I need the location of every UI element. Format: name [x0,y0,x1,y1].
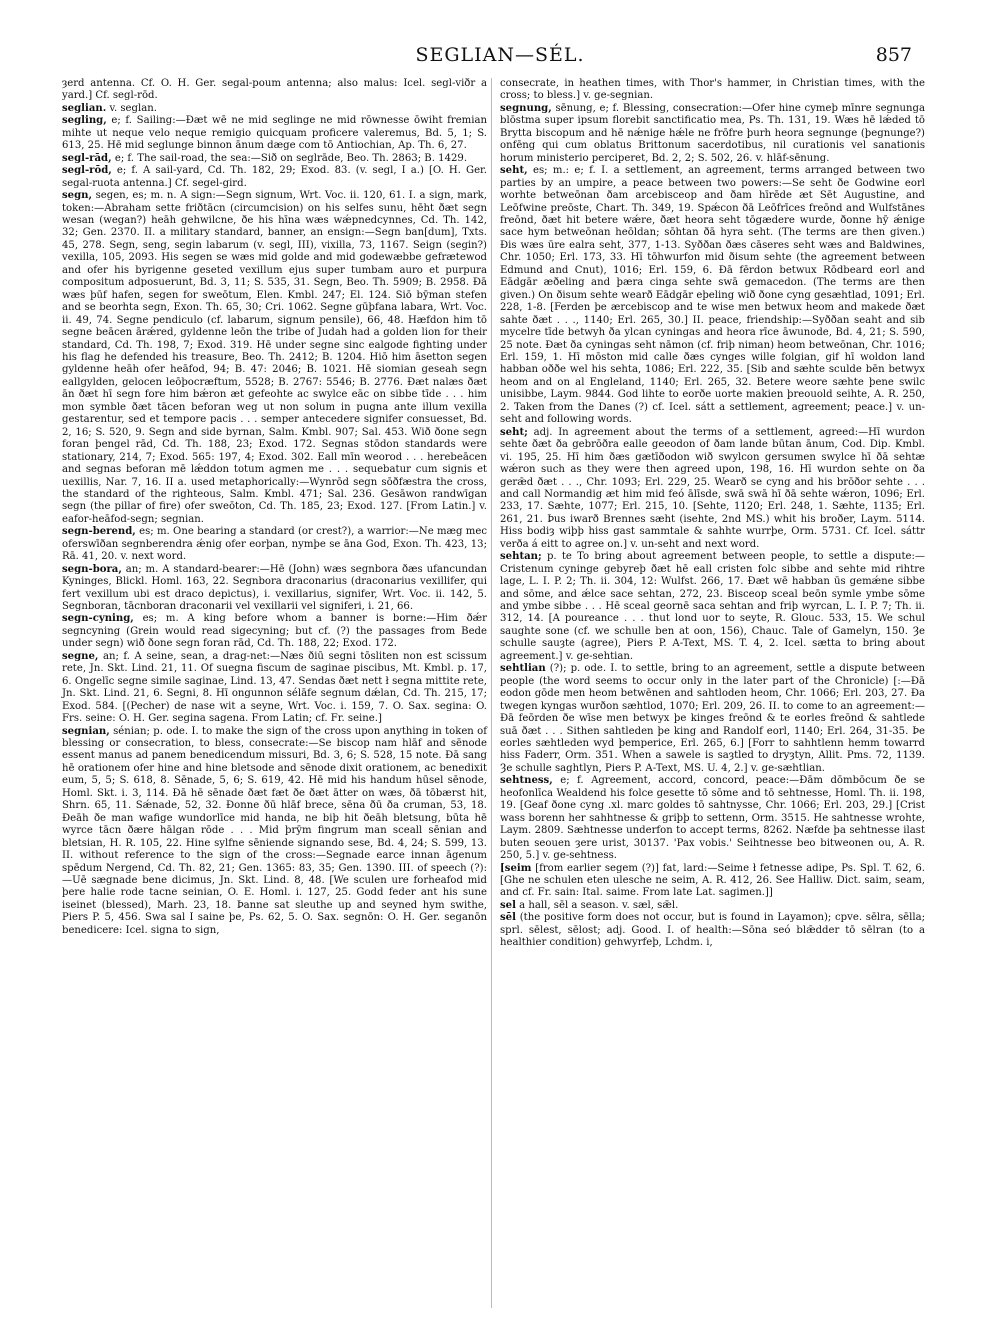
column-divider [491,78,492,1308]
entry-text: es; m. One bearing a standard (or crest?), a warrior:—Ne mæg mec oferswīðan segnberendra ǽnig ofer eorþan, nymþe se āna God, Exon. Th. 423, 13; Rā. 41, 20. v. next word. [62,526,487,563]
entry-text: e; f. A sail-yard, Cd. Th. 182, 29; Exod. 83. (v. segl, I a.) [O. H. Ger. segal-ruota antenna.] Cf. segel-gird. [62,165,487,189]
headword: sēl [500,912,516,924]
entry-text: a hall, sēl a season. v. sæl, sǣl. [519,899,679,911]
dictionary-entry [62,165,487,190]
headword: [seim [500,862,532,874]
dictionary-entry [62,190,487,526]
headword: segnung, [500,102,552,114]
dictionary-entry [500,165,925,427]
dictionary-entry [500,663,925,775]
entry-text: e; f. Sailing:—Ðæt wē ne mid seglinge ne mid rōwnesse ōwiht fremian mihte ut neque velo neque remigio quicquam proficere valeremus, Bd. 5, 1; S. 613, 25. Hē mid seglunge binnon ānum dæge com tō Antiochian, Ap. Th. 6, 27. [62,115,488,152]
entry-text: es; m. A king before whom a banner is borne:—Him ðǽr segncyning (Grein would read sigecyning; but cf. (?) the passages from Bede under segn) wið ðone segn foran rād, Cd. Th. 188, 22; Exod. 172. [62,613,487,650]
entry-text: (the positive form does not occur, but is found in Layamon); cpve. sēlra, sēlla; sprl. sēlest, sēlost; adj. Good. I. of health:—Sōna seó blǣdder tō sēlran (to a healthier condition) gehwyrfeþ, Lchdm. i, [500,912,925,949]
entry-text: e; f. The sail-road, the sea:—Sið on seglrāde, Beo. Th. 2863; B. 1429. [114,152,468,164]
dictionary-entry [500,775,925,862]
entry-text: [from earlier segem (?)] fat, lard:—Seime ł fetnesse adipe, Ps. Spl. T. 62, 6. [Ghe ne schulen eten ulesche ne seim, A. R. 412, 26. See Halliw. Dict. saim, seam, and cf. Fr. sain: Ital. saime. From late Lat. sagimen.]] [500,862,925,899]
headword: sehtness, [500,775,553,787]
dictionary-entry [62,78,487,103]
dictionary-entry [500,427,925,552]
entry-text: an; m. A standard-bearer:—Hē (John) wæs segnbora ðæs ufancundan Kyninges, Blickl. Homl. 163, 22. Segnbora draconarius (draconarius vexillifer, qui fert vexillum ubi est draco depictus), i. vexillarius, signifer, Wrt. Voc. ii. 142, 5. Segnboran, tācnboran draconarii vel vexillarii vel signiferi, i. 21, 66. [62,563,487,613]
entry-text: sénian; p. ode. I. to make the sign of the cross upon anything in token of blessing or consecration, to bless, consecrate:—Se biscop nam hlāf and sēnode essent manus ad panem benedicendum missuri, Bd. 3, 6; S. 528, 15 note. Ðā sang hē orationem ofer hine and hine bletsode and sēnode dixit orationem, ac benedixit eum, 5, 5; S. 618, 8. Sēnade, 5, 6; S. 619, 42. Hē mid his handum hūsel sēnode, Homl. Skt. i. 3, 114. Ðā hē sēnade ðæt fæt ðe ðæt ātter on wæs, ðā tōbærst hit, Shrn. 65, 11. Sǽnade, 52, 32. Ðonne ðū hlāf brece, sēna ðū ða cruman, 53, 18. Ðeāh ðe man wafige wundorlīce mid handa, ne biþ hit ðeāh bletsung, būta hē wyrce tācn ðære hālgan rōde . . . Mid þrȳm fingrum man sceall sēnian and bletsian, H. R. 105, 22. Hine sylfne sēniende signando sese, Bd. 4, 24; S. 599, 13. II. without reference to the sign of the cross:—Segnade earce innan āgenum spēdum Nergend, Cd. Th. 82, 21; Gen. 1365: 83, 35; Gen. 1390. III. of speech (?):—Uē sægnade bene dicimus, Jn. Skt. Lind. 8, 48. [We sculen ure forheafod mid þere halie rode tacne seinian, O. E. Homl. i. 127, 25. Godd feder ant his sune iseinet (blessed), Marh. 23, 18. Þanne sat sleuthe up and seyned hym swithe, Piers P. 5, 456. Swa sal I saine þe, Ps. 62, 5. O. Sax. segnōn: O. H. Ger. seganōn benedicere: Icel. signa to sign, [62,725,487,936]
dictionary-entry [500,103,925,165]
dictionary-entry [500,912,925,949]
dictionary-entry [62,564,487,614]
page-number: 857 [875,44,912,66]
entry-text: es; m.: e; f. I. a settlement, an agreement, terms arranged between two parties by an umpire, a peace between two powers:—Se seht ðe Godwine eorl worhte betweōnan ðam arcebisceop and ðam hīrēde æt Sēt Augustine, and Leōfwine preōste, Chart. Th. 349, 19. Spǽcon ðā Leōfrīces freōnd and Wulfstānes freōnd, ðæt hit betere wǽre, ðæt heora seht tōgædere wurde, ðonne hȳ ǽnige sace hym betweōnan heōldan; sōhtan ðā hyra seht. (The terms are then given.) Ðis wæs ūre ealra seht, 377, 1-13. Syððan ðæs cāseres seht wæs and Baldwines, Chr. 1050; Erl. 173, 33. Hī tōhwurfon mid ðisum sehte (the agreement between Edmund and Cnut), 1016; Erl. 159, 6. Ðā fērdon betwux Rōdbeard eorl and Eādgār æðeling and þæra cinga sehte swā gemacedon. (The terms are then given.) On ðisum sehte wearð Eādgār eþeling wið ðone cyng gesæhtlad, 1091; Erl. 228, 1-8. [Ferden þe ærcebiscop and te wise men betwux heom and makede ðæt sahte ðæt . . ., 1140; Erl. 265, 30.] II. peace, friendship:—Syððan seaht and sib mycelre tīde betwyh ða ylcan cyningas and heora rīce āwunode, Bd. 4, 21; S. 590, 25 note. Ðæt ða cyningas seht nāmon (cf. friþ niman) heom betweōnan, Chr. 1016; Erl. 159, 1. Hī mōston mid calle ðæs cynges wille folgian, gif hī woldon land habban oððe wel his sehta, 1086; Erl. 222, 35. [Sib and sæhte sculde bēn betwyx heom and on al Engleland, 1140; Erl. 265, 32. Betere weore sæhte þene swilc unisibbe, Laym. 9844. God lihte to eorðe uorte makien þreouold seihte, A. R. 250, 2. Taken from the Danes (?) cf. Icel. sátt a settlement, agreement; peace.] v. un-seht and following words. [500,165,925,426]
headword: sehtlian [500,663,546,675]
entry-text: segen, es; m. n. A sign:—Segn signum, Wrt. Voc. ii. 120, 61. I. a sign, mark, token:—Abraham sette friðtācn (circumcision) on his selfes sunu, hēht ðæt segn wesan (wegan?) heāh gehwilcne, ðe his hīna wæs wǽpnedcynnes, Cd. Th. 142, 32; Gen. 2370. II. a military standard, banner, an ensign:—Segn ban[dum], Txts. 45, 278. Segn, seng, segin labarum (v. segl, III), vixilla, 73, 1167. Seign (segin?) vexilla, 105, 2093. His segen se wæs mid golde and mid godewæbbe gefrætewod and ofer his byrigenne geseted vexillum ejus super tumbam auro et purpura compositum adposuerunt, Bd. 3, 11; S. 535, 31. Segn, Beo. Th. 5909; B. 2958. Ðā wæs þūf hafen, segen for sweōtum, Elen. Kmbl. 247; El. 124. Siō bȳman stefen and se beorhta segn, Exon. Th. 65, 30; Cri. 1062. Segne gūþfana labara, Wrt. Voc. ii. 49, 74. Segne pendiculo (cf. labarum, signum pensile), 66, 48. Hæfdon him tō segne beācen ārǽred, gyldenne leōn the tribe of Judah had a golden lion for their standard, Cd. Th. 198, 7; Exod. 319. Hē under segne sinc ealgode fighting under his flag he defended his treasure, Beo. Th. 2412; B. 1204. Hiō him āsetton segen gyldenne heāh ofer heāfod, 94; B. 47: 2046; B. 1021. Hē siomian geseah segn eallgylden, gelocen leōþocræftum, 5528; B. 2767: 5546; B. 2776. Ðæt nalæs ðæt ān ðæt hī segn fore him bǽron æt gefeohte ac swylce eāc on sibbe tīde . . . him mon symble ðæt tācen beforan weg ut non solum in pugna ante illum vexilla gestarentur, sed et tempore pacis . . . semper antecedere signifer consuesset, Bd. 2, 16; S. 520, 9. Segn and side byrnan, Salm. Kmbl. 907; Sal. 453. Wið ðone segn foran þengel rād, Cd. Th. 188, 23; Exod. 172. Segnas stōdon standards were stationary, 214, 7; Exod. 565: 197, 4; Exod. 302. Eall mīn weorod . . . herebeācen and segnas beforan mē lǽddon totum agmen me . . . sequebatur cum signis et uexillis, Nar. 7, 16. II a. used metaphorically:—Wynrōd segn sōðfæstra the cross, the standard of the righteous, Salm. Kmbl. 471; Sal. 236. Gesāwon randwīgan segn (the pillar of fire) ofer sweōton, Cd. Th. 185, 23; Exod. 127. [From Latin.] v. eafor-heāfod-segn; segnian. [62,190,487,525]
dictionary-entry [62,651,487,726]
headword: segne, [62,650,99,662]
headword: segnian, [62,725,110,737]
headword: seht; [500,426,528,438]
headword: seglian. [62,102,107,114]
dictionary-entry [62,613,487,650]
headword: segl-rād, [62,152,112,164]
headword: segl-rōd, [62,165,112,177]
entry-text: sēnung, e; f. Blessing, consecration:—Ofer hine cymeþ mīnre segnunga blōstma super ipsum florebit sanctificatio mea, Ps. Th. 131, 19. Wæs hē lǽded tō Brytta biscopum and hē nǽnige hǽle ne frōfre þurh heora segnunge (þegnunge?) onfēng qui cum oblatus Brittonum sacerdotibus, nil curationis vel sanationis horum ministerio perciperet, Bd. 2, 2; S. 502, 26. v. hlāf-sēnung. [500,102,925,164]
left-column [62,78,487,937]
dictionary-entry [62,103,487,115]
headword: segling, [62,115,107,127]
dictionary-entry [500,900,925,912]
entry-text: p. te To bring about agreement between people, to settle a dispute:—Cristenum cyninge gebyreþ ðæt hē eall cristen folc sibbe and sehte mid rihtre lage, L. I. P. 2; Th. ii. 304, 12: Wulfst. 266, 17. Ðæt wē habban ūs gemǽne sibbe and sōme, and ǽlce sace sehtan, 272, 23. Bisceop sceal beōn symle ymbe sōme and ymbe sibbe . . . Hē sceal geornē saca sehtan and friþ wyrcan, L. I. P. 7; Th. ii. 312, 14. [A poureance . . . thut lond uor to seyte, R. Glouc. 533, 15. We schul saughte sone (cf. we schulle ben at oon, 156), Chauc. Tale of Gamelyn, 150. Ȝe schulle sauȝte (agree), Piers P. A-Text, MS. T. 4, 2. Icel. sætta to bring about agreement.] v. ge-sehtian. [500,551,925,662]
dictionary-entry [500,863,925,900]
headword: segn-berend, [62,526,136,538]
headword: segn-bora, [62,563,122,575]
dictionary-entry [500,78,925,103]
entry-text: e; f. Agreement, accord, concord, peace:—Ðām dōmbōcum ðe se heofonlīca Wealdend his folce gesette tō sōme and tō sehtnesse, Homl. Th. ii. 198, 19. [Geaf ðone cyng .xl. marc goldes tō sahtnysse, Chr. 1066; Erl. 203, 29.] [Crist wass borenn her sahhtnesse & griþþ to settenn, Orm. 3515. He sahtnesse wrohte, Laym. 2809. Sæhtnesse underfon to accept terms, 8262. Næfde þa sehtnesse ilast buten seouen ȝere urist, 30137. 'Pax vobis.' Seihtnesse beo bitweonen ou, A. R. 250, 5.] v. ge-sehtness. [500,775,925,862]
running-title: SEGLIAN—SÉL. [415,44,585,66]
headword: sehtan; [500,551,542,563]
dictionary-entry [62,726,487,938]
dictionary-entry [62,115,487,152]
entry-text: ȝerd antenna. Cf. O. H. Ger. segal-poum antenna; also malus: Icel. segl-viðr a yard.] Cf. segl-rōd. [62,78,487,102]
entry-text: an; f. A seine, sean, a drag-net:—Næs ðiū segni tōsliten non est scissum rete, Jn. Skt. Lind. 21, 11. Of suegna fiscum de saginae piscibus, Mt. Kmbl. p. 17, 6. Ongelīc segne simile saginae, Lind. 13, 47. Sendas ðæt nett ł segna mittite rete, Jn. Skt. Lind. 21, 6. Segni, 8. Hī ongunnon sélāfe segnum dǽlan, Cd. Th. 215, 17; Exod. 584. [(Pecher) de nase wit a seyne, Wrt. Voc. i. 159, 7. O. Sax. segina: O. Frs. seine: O. H. Ger. segina sagena. From Latin; cf. Fr. seine.] [62,650,487,725]
headword: segn, [62,190,93,202]
headword: sel [500,899,516,911]
right-column [500,78,925,950]
dictionary-entry [500,551,925,663]
headword: segn-cyning, [62,613,134,625]
entry-text: (?); p. ode. I. to settle, bring to an agreement, settle a dispute between people (the word seems to occur only in the later part of the Chronicle) [:—Ðā eodon gōde men heom betwēnen and sahtloden heom, Chr. 1066; Erl. 203, 27. Ða twegen kyngas wurðon sæhtlod, 1070; Erl. 209, 26. II. to come to an agreement:—Ðā feōrden ðe wīse men betwyx þe kinges freōnd & te eorles freōnd & sahtlede suā ðæt . . . Sithen sahtleden þe king and Randolf eorl, 1140; Erl. 264, 31-35. Þe eorles sæhtleden wyd þemperice, Erl. 265, 6.] [Forr to sahhtlenn hemm towarrd hiss Faderr, Orm. 351. When a sawele is saȝtled to dryȝtyn, Allit. Pms. 72, 1139. Ȝe schulle saghtlyn, Piers P. A-Text, MS. U. 4, 2.] v. ge-sæhtlian. [500,663,925,774]
entry-text: v. seglan. [109,102,157,114]
dictionary-entry [62,153,487,165]
headword: seht, [500,165,528,177]
page-header [0,44,1000,68]
entry-text: adj. In agreement about the terms of a settlement, agreed:—Hī wurdon sehte ðæt ða gebrōðra ealle geeodon of ðam lande būtan ānum, Cod. Dip. Kmbl. vi. 195, 25. Hī him ðæs gætīðodon wið swylcon gersumen swylce hī ðā sehtæ wǽron such as they were then agreed upon, 198, 16. Hī wurdon sehte on ða gerǣd ðæt . . ., Chr. 1093; Erl. 229, 25. Wearð se cyng and his brōðor sehte . . . and call Normandig æt him mid feó ālīsde, swā swā hī ðā sehte wǽron, 1096; Erl. 233, 17. Sæhte, 1077; Erl. 215, 10. [Sehte, 1120; Erl. 248, 1. Sæhte, 1135; Erl. 261, 21. Þus iwarð Brennes sæht (isehte, 2nd MS.) whit his broðer, Laym. 5114. Hiss bodiȝ wiþþ hiss gast sammtale & sahhte wurrþe, Orm. 5731. Cf. Icel. sáttr verða á eitt to agree on.] v. un-seht and next word. [500,426,925,550]
entry-text: consecrate, in heathen times, with Thor's hammer, in Christian times, with the cross; to bless.] v. ge-segnian. [500,78,925,102]
dictionary-entry [62,526,487,563]
